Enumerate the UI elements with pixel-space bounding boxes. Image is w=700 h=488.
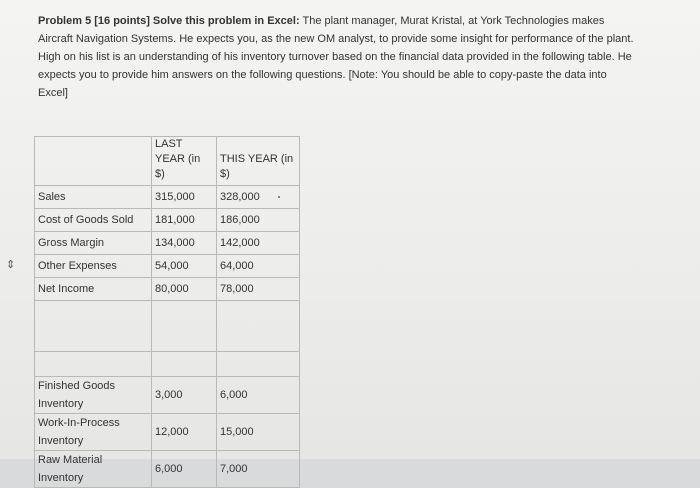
table-row: [35, 209, 300, 232]
table-row: [35, 232, 300, 255]
last-year-value: 6,000: [152, 451, 217, 488]
row-label: Net Income: [35, 278, 152, 301]
table-row: [35, 377, 300, 414]
table-row: [35, 451, 300, 488]
last-year-value: 54,000: [152, 255, 217, 278]
row-label: Other Expenses: [35, 255, 152, 278]
header-empty-cell: [35, 137, 152, 186]
this-year-value: 78,000: [217, 278, 300, 301]
this-year-value: 15,000: [217, 414, 300, 451]
row-label: Sales: [35, 186, 152, 209]
this-year-value: 64,000: [217, 255, 300, 278]
last-year-value: 181,000: [152, 209, 217, 232]
row-label: Finished Goods Inventory: [35, 377, 152, 414]
this-year-value: 142,000: [217, 232, 300, 255]
problem-lead: Problem 5 [16 points] Solve this problem in Excel:: [38, 15, 300, 27]
table-blank-row: [35, 301, 300, 352]
table-header-row: [35, 137, 300, 186]
this-year-value: 6,000: [217, 377, 300, 414]
table-row: [35, 278, 300, 301]
last-year-value: 12,000: [152, 414, 217, 451]
last-year-value: 315,000: [152, 186, 217, 209]
this-year-value: 328,000: [220, 190, 260, 203]
last-year-value: 134,000: [152, 232, 217, 255]
this-year-cell: [217, 186, 300, 209]
row-label: Raw Material Inventory: [35, 451, 152, 488]
last-year-value: 3,000: [152, 377, 217, 414]
table-blank-row: [35, 352, 300, 377]
row-label: Work-In-Process Inventory: [35, 414, 152, 451]
header-this-year: THIS YEAR (in $): [217, 137, 300, 186]
table-row: [35, 414, 300, 451]
table-row: [35, 186, 300, 209]
this-year-value: 7,000: [217, 451, 300, 488]
last-year-value: 80,000: [152, 278, 217, 301]
problem-body: The plant manager, Murat Kristal, at York Technologies makes Aircraft Navigation Systems. He expects you, as the new OM analyst, to provide some insight for performance of the plant. High on his list is an understanding of his inventory turnover based on the financial data provided in the following table. He expects you to provide him answers on the following questions. [Note: You should be able to copy-paste the data into Excel]: [38, 15, 634, 99]
row-label: Cost of Goods Sold: [35, 209, 152, 232]
header-last-year: LAST YEAR (in $): [152, 137, 217, 186]
problem-statement: [38, 12, 638, 102]
this-year-value: 186,000: [217, 209, 300, 232]
financial-data-table: [34, 136, 300, 488]
mouse-cursor-icon: ⇕: [6, 259, 16, 271]
table-row: [35, 255, 300, 278]
cell-dot-mark: [278, 196, 280, 198]
row-label: Gross Margin: [35, 232, 152, 255]
